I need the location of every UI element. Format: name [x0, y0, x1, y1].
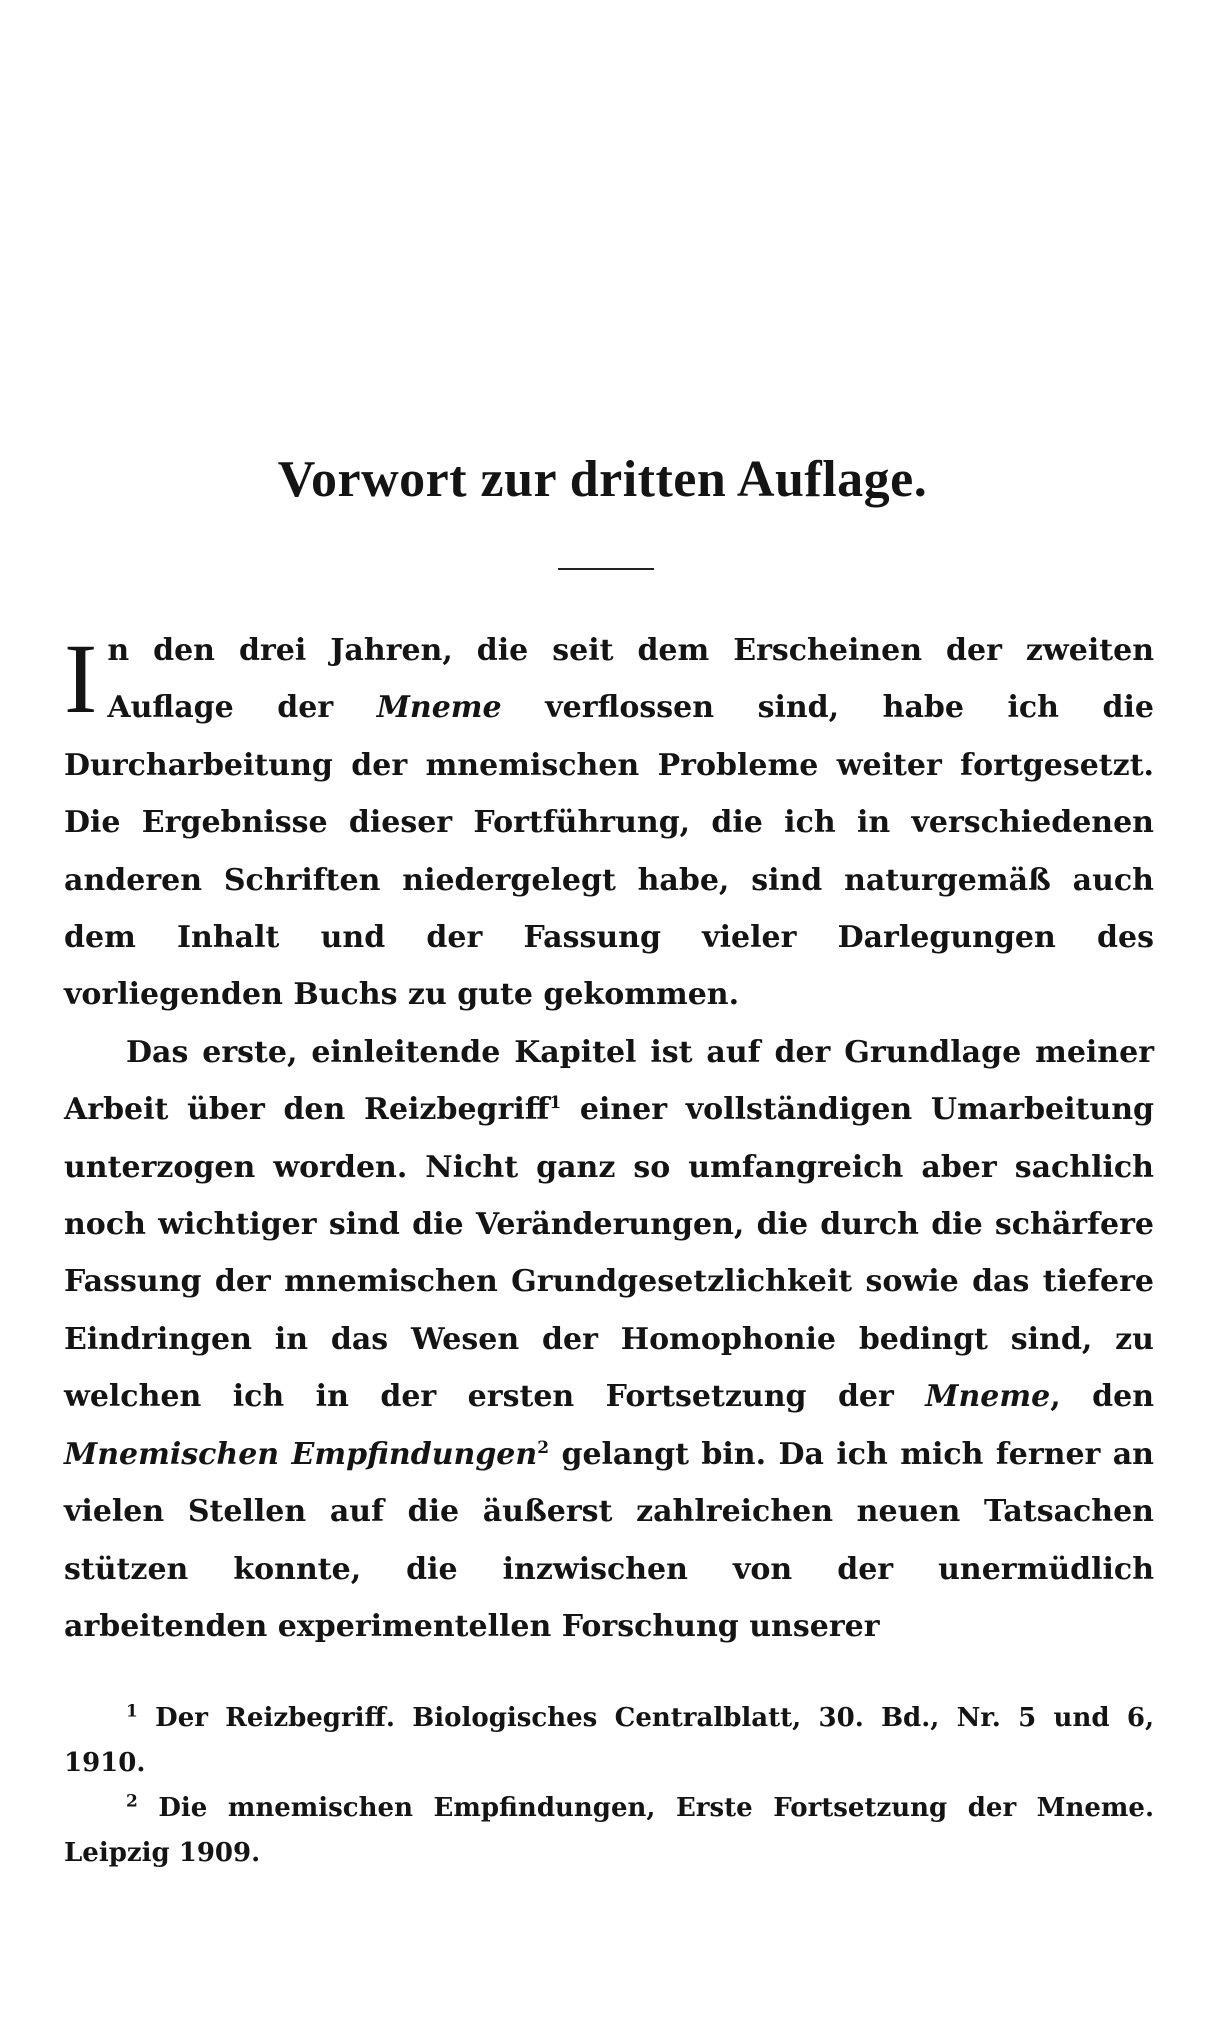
footnote-2 — [64, 1786, 1154, 1876]
footnote-2-text: Die mnemischen Empfindungen, Erste Fortsetzung der Mneme. Leipzig 1909. — [64, 1793, 1154, 1868]
drop-cap: I — [64, 623, 98, 734]
page-title: Vorwort zur dritten Auflage. — [277, 451, 928, 508]
footnote-ref-2: 2 — [537, 1437, 550, 1458]
paragraph-2-text-d: gelangt bin. Da ich mich ferner an vielen Stellen auf die äußerst zahlreichen neuen Tatsachen stützen konnte, die inzwischen von der unermüdlich arbeitenden experimentellen Forschung unserer — [64, 1436, 1154, 1644]
italic-mneme-2: Mneme — [925, 1379, 1051, 1415]
footnote-1-mark: 1 — [126, 1701, 138, 1722]
footnote-1 — [64, 1696, 1154, 1786]
paragraph-1-text-b: verflossen sind, habe ich die Durcharbeitung der mnemischen Probleme weiter fortgesetzt. Die Ergebnisse dieser Fortführung, die ich in verschiedenen anderen Schriften niedergelegt habe, sind naturgemäß auch dem Inhalt und der Fassung vieler Darlegungen des vorliegenden Buchs zu gute gekommen. — [64, 690, 1154, 1013]
footnote-1-text: Der Reizbegriff. Biologisches Centralblatt, 30. Bd., Nr. 5 und 6, 1910. — [64, 1703, 1154, 1778]
footnote-ref-1: 1 — [549, 1093, 562, 1114]
paragraph-2-text-b: einer vollständigen Umarbeitung unterzogen worden. Nicht ganz so umfangreich aber sachlich noch wichtiger sind die Veränderungen, die durch die schärfere Fassung der mnemischen Grundgesetzlichkeit sowie das tiefere Eindringen in das Wesen der Homophonie bedingt sind, zu welchen ich in der ersten Fortsetzung der — [64, 1092, 1154, 1415]
italic-mneme: Mneme — [376, 690, 502, 726]
footnotes — [64, 1696, 1154, 1876]
title-divider — [558, 568, 654, 570]
footnote-2-mark: 2 — [126, 1791, 138, 1812]
italic-mnemische-empfindungen: Mnemischen Empfindungen — [64, 1436, 538, 1472]
paragraph-2 — [64, 1024, 1154, 1655]
paragraph-2-text-c: , den — [1050, 1379, 1154, 1415]
paragraph-2-text-a: Das erste, einleitende Kapitel ist auf der Grundlage meiner Arbeit über den Reizbegriff — [64, 1034, 1154, 1128]
main-text — [64, 622, 1154, 1655]
paragraph-1 — [64, 622, 1154, 1024]
paragraph-1-text-a: n den drei Jahren, die seit dem Erscheinen der zweiten Auflage der — [107, 633, 1154, 726]
